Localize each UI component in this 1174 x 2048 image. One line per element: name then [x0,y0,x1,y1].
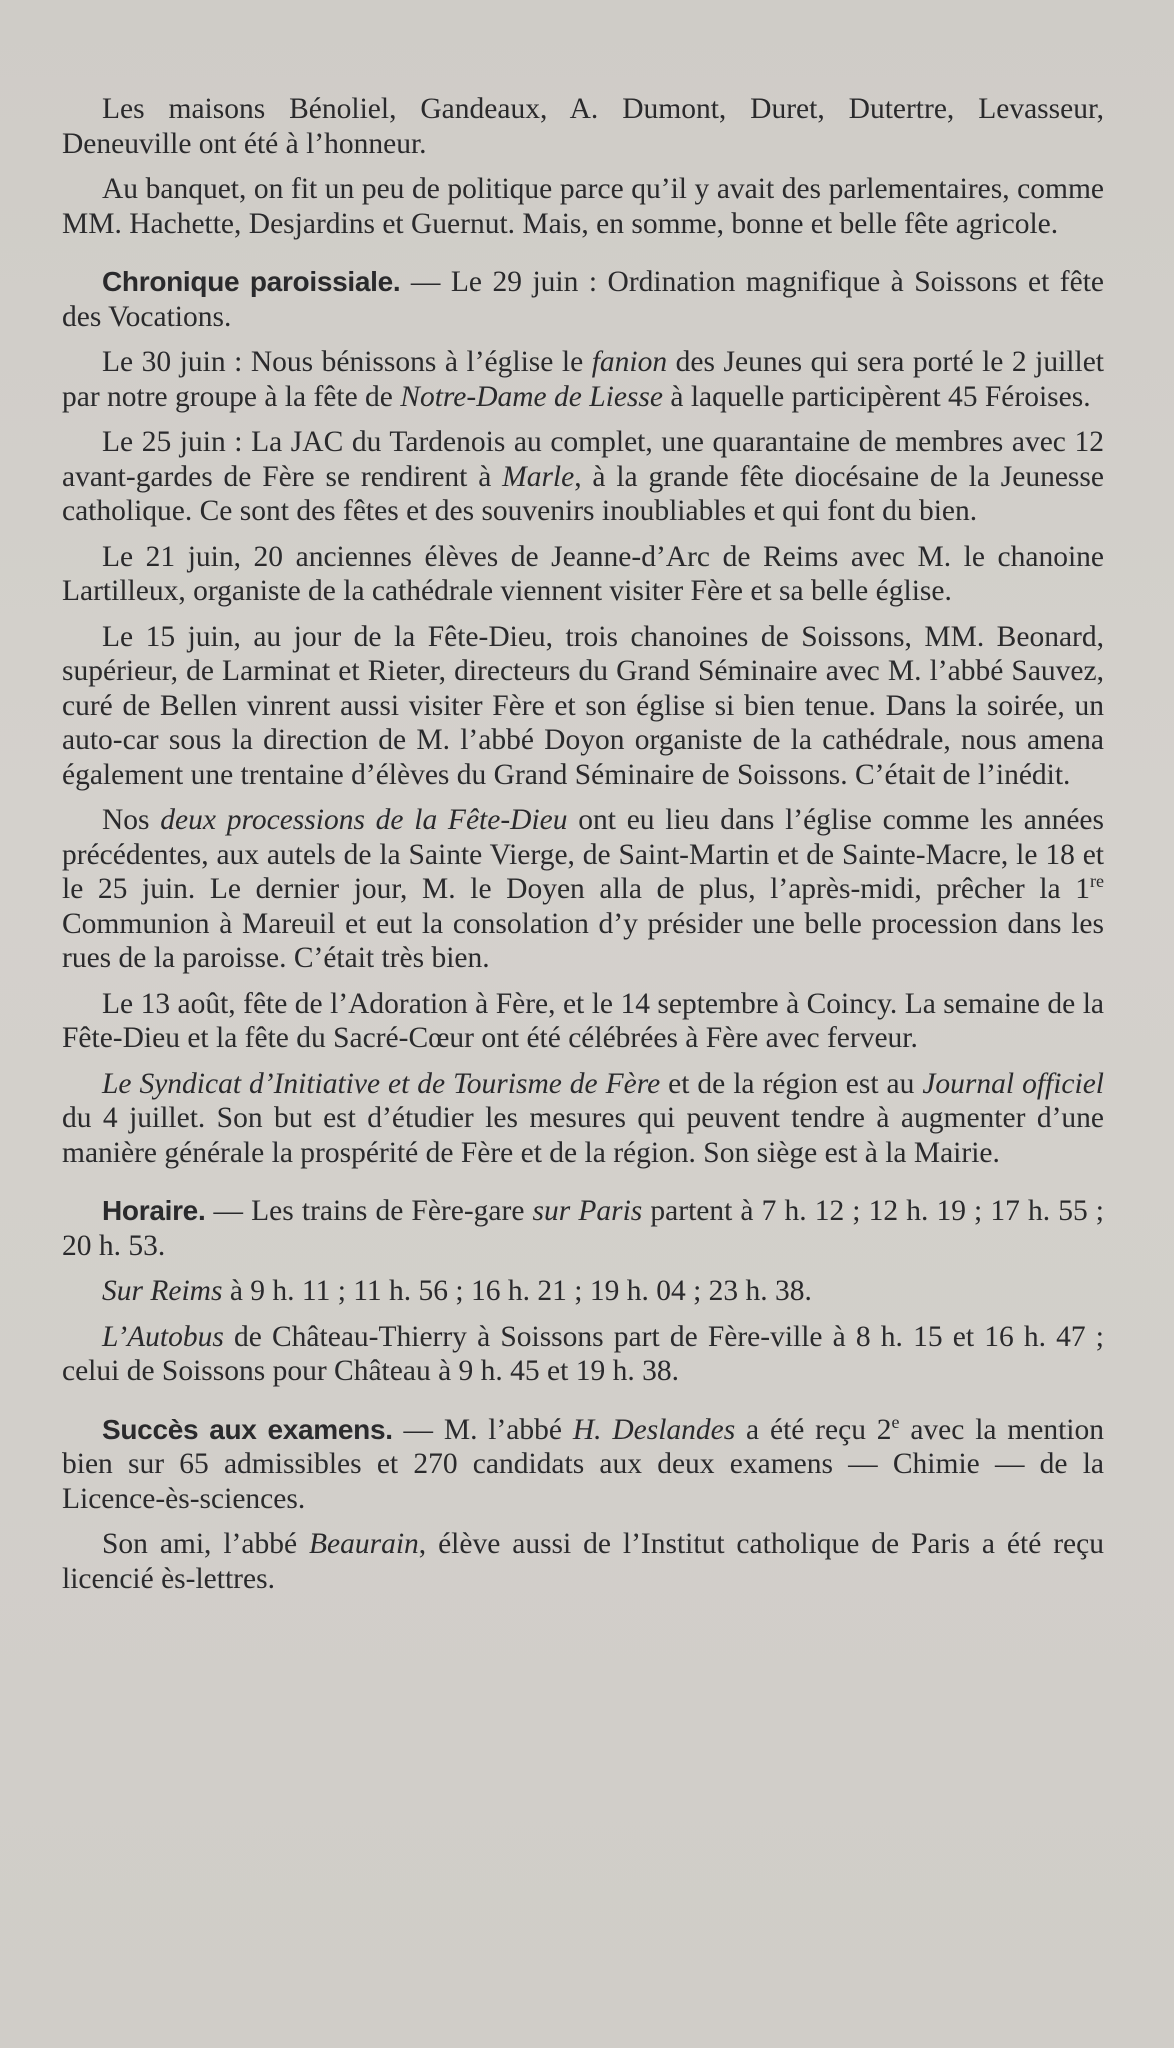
paragraph-text: Nos [102,804,161,836]
text-column [62,92,1104,1607]
italic-text: fanion [591,346,668,378]
paragraph-text: — M. l’abbé [392,1413,573,1446]
paragraph-text: Communion à Mareuil et eut la consolation d’y présider une belle procession dans les rues de la paroisse. C’était très bien. [62,907,1104,974]
paragraph-25-juin [62,425,1104,529]
paragraph-beaurain [62,1527,1104,1596]
paragraph-processions [62,803,1104,976]
paragraph-text: Au banquet, on fit un peu de politique parce qu’il y avait des parlementaires, comme MM. Hachette, Desjardins et Guernut. Mais, en somme, bonne et belle fête agricole. [62,173,1104,240]
italic-text: H. Deslandes [572,1413,736,1446]
paragraph-text: Le 13 août, fête de l’Adoration à Fère, et le 14 septembre à Coincy. La semaine de la Fête-Dieu et la fête du Sacré-Cœur ont été célébrées à Fère avec ferveur. [62,987,1104,1054]
paragraph-text: Le 21 juin, 20 anciennes élèves de Jeanne-d’Arc de Reims avec M. le chanoine Lartilleux, organiste de la cathédrale viennent visiter Fère et sa belle église. [62,540,1104,607]
italic-text: Beaurain [308,1528,419,1560]
italic-text: sur Paris [532,1195,643,1227]
superscript: e [891,1411,900,1432]
paragraph-text: , élève aussi de l’Institut catholique de Paris a été reçu licencié ès-lettres. [62,1528,1104,1595]
paragraph-21-juin [62,540,1104,609]
paragraph-text: du 4 juillet. Son but est d’étudier les mesures qui peuvent tendre à augmenter d’une manière générale la prospérité de Fère et de la région. Son siège est à la Mairie. [62,1102,1104,1169]
paragraph-chronique [62,265,1104,334]
paragraph-text: partent à 7 h. 12 ; 12 h. 19 ; 17 h. 55 ; 20 h. 53. [62,1195,1104,1262]
section-heading: Succès aux examens. [102,1413,393,1445]
paragraph-text: ont eu lieu dans l’église comme les années précédentes, aux autels de la Sainte Vierge, de Saint-Martin et de Sainte-Macre, le 18 et le 25 juin. Le dernier jour, M. le Doyen alla de plus, l’après-midi, prêcher la 1 [62,804,1104,905]
paragraph-syndicat [62,1067,1104,1171]
paragraph-text: Le 25 juin : La JAC du Tardenois au complet, une quarantaine de membres avec 12 avant-gardes de Fère se rendirent à [62,426,1104,493]
paragraph-text: Le 30 juin : Nous bénissons à l’église le [102,346,592,378]
superscript: re [1090,871,1104,892]
paragraph-examens [62,1413,1104,1517]
paragraph-13-aout [62,987,1104,1056]
paragraph-30-juin [62,345,1104,414]
paragraph-text: avec la mention bien sur 65 admissibles et 270 candidats aux deux examens — Chimie — de la Licence-ès-sciences. [62,1413,1104,1515]
section-heading: Horaire. [102,1195,206,1226]
italic-text: Le Syndicat d’Initiative et de Tourisme de Fère [102,1067,661,1100]
italic-text: deux processions de la Fête-Dieu [160,804,568,836]
italic-text: Sur Reims [102,1275,223,1307]
paragraph-text: et de la région est au [660,1067,923,1100]
italic-text: L’Autobus [102,1320,224,1353]
paragraph-banquet [62,172,1104,241]
paragraph-text: Les maisons Bénoliel, Gandeaux, A. Dumont, Duret, Dutertre, Levasseur, Deneuville ont été à l’honneur. [62,93,1104,160]
paragraph-text: , à la grande fête diocésaine de la Jeunesse catholique. Ce sont des fêtes et des souvenirs inoubliables et qui font du bien. [62,460,1104,527]
italic-text: Journal officiel [922,1067,1104,1100]
italic-text: Marle [502,460,575,493]
paragraph-text: de Château-Thierry à Soissons part de Fère-ville à 8 h. 15 et 16 h. 47 ; celui de Soissons pour Château à 9 h. 45 et 19 h. 38. [62,1320,1104,1387]
paragraph-text: à laquelle participèrent 45 Féroises. [663,380,1091,413]
paragraph-text: a été reçu 2 [735,1413,892,1446]
paragraph-text: des Jeunes qui sera porté le 2 juillet par notre groupe à la fête de [62,346,1104,413]
paragraph-maisons [62,92,1104,161]
paragraph-text: Son ami, l’abbé [102,1528,309,1560]
paragraph-text: — Le 29 juin : Ordination magnifique à Soissons et fête des Vocations. [62,266,1105,333]
paragraph-horaire [62,1194,1104,1263]
paragraph-reims [62,1274,1104,1309]
section-heading: Chronique paroissiale. [102,266,401,297]
paragraph-text: Le 15 juin, au jour de la Fête-Dieu, trois chanoines de Soissons, MM. Beonard, supérieur, de Larminat et Rieter, directeurs du Grand Séminaire avec M. l’abbé Sauvez, curé de Bellen vinrent aussi visiter Fère et son église si bien tenue. Dans la soirée, un auto-car sous la direction de M. l’abbé Doyon organiste de la cathédrale, nous amena également une trentaine d’élèves du Grand Séminaire de Soissons. C’était de l’inédit. [62,620,1104,791]
paragraph-autobus [62,1320,1104,1389]
paragraph-text: — Les trains de Fère-gare [205,1195,533,1227]
italic-text: Notre-Dame de Liesse [400,380,663,413]
paragraph-text: à 9 h. 11 ; 11 h. 56 ; 16 h. 21 ; 19 h. 04 ; 23 h. 38. [222,1275,812,1307]
paragraph-15-juin [62,620,1104,793]
